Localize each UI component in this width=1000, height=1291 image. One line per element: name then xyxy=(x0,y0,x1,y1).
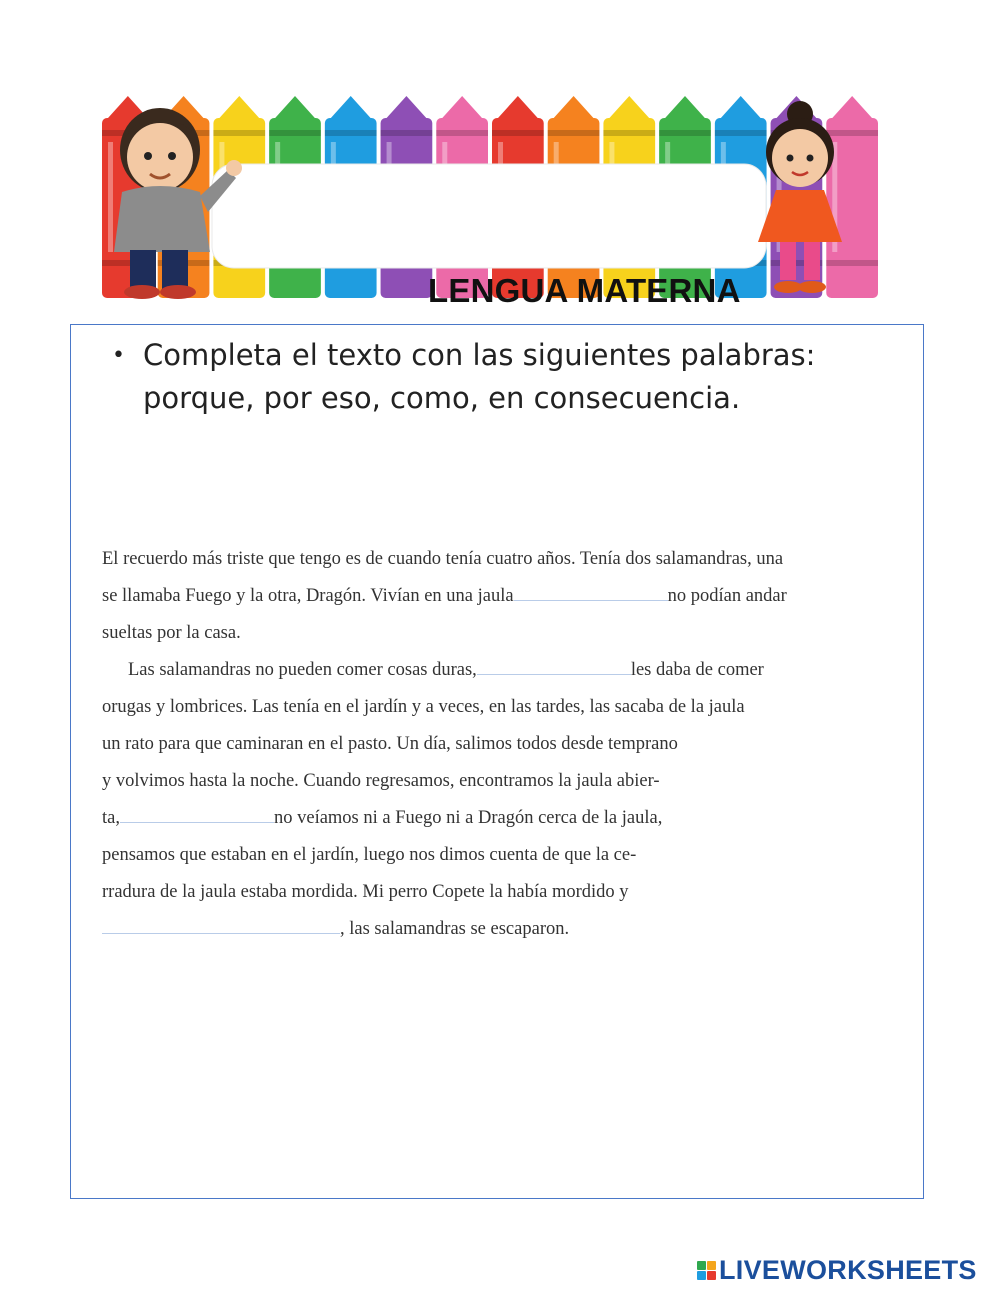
instruction-line-1: Completa el texto con las siguientes palabras: xyxy=(143,338,816,372)
answer-blank-1[interactable] xyxy=(514,579,668,601)
passage-line xyxy=(102,911,902,948)
answer-blank-2[interactable] xyxy=(477,653,631,675)
passage-text: rradura de la jaula estaba mordida. Mi perro Copete la había mordido y xyxy=(102,882,629,902)
crayon-banner-graphic xyxy=(100,92,880,302)
passage-text: y volvimos hasta la noche. Cuando regresamos, encontramos la jaula abier- xyxy=(102,771,660,791)
passage-text: un rato para que caminaran en el pasto. Un día, salimos todos desde temprano xyxy=(102,734,678,754)
passage-line xyxy=(102,837,902,874)
page-title: LENGUA MATERNA xyxy=(428,272,741,309)
passage-text: no veíamos ni a Fuego ni a Dragón cerca de la jaula, xyxy=(273,808,663,828)
passage-line xyxy=(102,578,902,615)
passage-line xyxy=(102,652,902,689)
passage-line xyxy=(102,615,902,652)
passage-text: orugas y lombrices. Las tenía en el jardín y a veces, en las tardes, las sacaba de la jaula xyxy=(102,697,745,717)
passage-text: se llamaba Fuego y la otra, Dragón. Vivían en una jaula xyxy=(102,586,514,606)
passage-text: Las salamandras no pueden comer cosas duras, xyxy=(128,660,477,680)
instruction-line-2: porque, por eso, como, en consecuencia. xyxy=(143,381,741,415)
passage-line xyxy=(102,763,902,800)
logo-block xyxy=(697,1271,706,1280)
header-banner xyxy=(100,92,880,309)
passage-line xyxy=(102,874,902,911)
logo-block xyxy=(707,1261,716,1270)
passage-line xyxy=(102,800,902,837)
logo-block xyxy=(707,1271,716,1280)
passage-text: pensamos que estaban en el jardín, luego nos dimos cuenta de que la ce- xyxy=(102,845,637,865)
passage-text: no podían andar xyxy=(667,586,787,606)
passage-text: sueltas por la casa. xyxy=(102,623,241,643)
passage-text: les daba de comer xyxy=(630,660,764,680)
answer-blank-4[interactable] xyxy=(102,912,340,934)
passage-text: El recuerdo más triste que tengo es de cuando tenía cuatro años. Tenía dos salamandras, una xyxy=(102,549,784,569)
bullet-icon: • xyxy=(112,343,125,368)
logo-block xyxy=(697,1261,706,1270)
passage-line xyxy=(102,726,902,763)
instruction xyxy=(112,334,902,420)
passage-line xyxy=(102,541,902,578)
logo-text: LIVEWORKSHEETS xyxy=(719,1254,977,1285)
crayon xyxy=(826,96,878,298)
passage-text: ta, xyxy=(102,808,120,828)
passage-text: , las salamandras se escaparon. xyxy=(340,919,570,939)
passage-line xyxy=(102,689,902,726)
logo-blocks-icon xyxy=(697,1261,716,1280)
liveworksheets-logo[interactable] xyxy=(697,1255,977,1285)
answer-blank-3[interactable] xyxy=(120,801,274,823)
passage xyxy=(102,541,902,948)
